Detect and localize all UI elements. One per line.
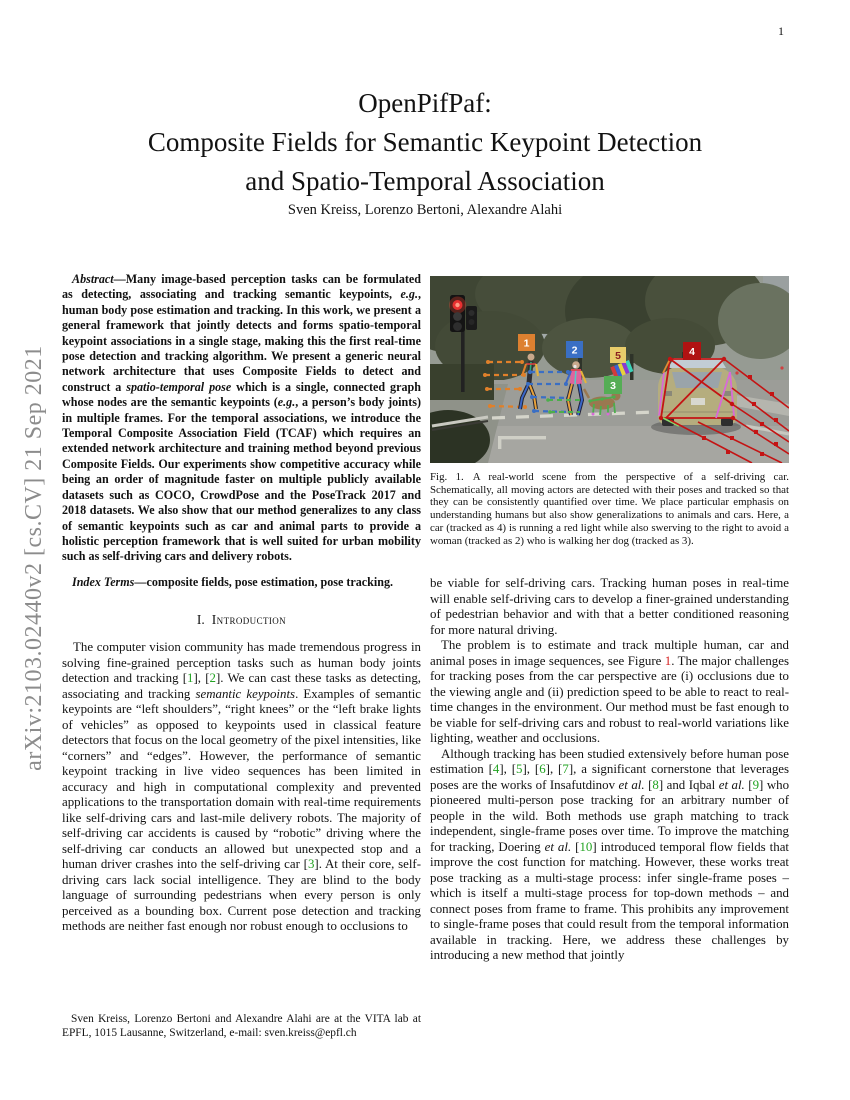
figure-caption-label: Fig. 1. [430,471,464,483]
text-segment: , a person’s body joints) in multiple frames. For the temporal associations, we introduce the Temporal Composite Association Field (TCAF) which requires an extended network architecture and training method beyond previous Composite Fields. Our experiments show competitive accuracy while being an order of magnitude faster on multiple publicly available datasets such as COCO, CrowdPose and the PoseTrack 2017 and 2018 datasets. We also show that our method generalizes to any class of semantic keypoints such as car and animal parts to provide a holistic perception framework that is well suited for urban mobility such as self-driving cars and delivery robots. [62,395,422,564]
track-label-3 [604,376,622,394]
track-label-1 [518,334,535,351]
arxiv-sidebar-stamp: arXiv:2103.02440v2 [cs.CV] 21 Sep 2021 [21,345,47,771]
text-segment: ], [ [545,762,563,777]
text-segment: . The major challenges for tracking poses from the car perspective are (i) occlusions due to the viewing angle and (ii) prediction speed to be able to react to real-time changes in the environment. Our method must be fast enough to be viable for self-driving cars and robust to real-world variations like lighting, weather and occlusions. [430,653,789,746]
text-segment: ], [ [522,762,540,777]
figure-1-image [430,276,789,463]
svg-text:2: 2 [571,344,578,357]
citation-link[interactable]: 5 [516,762,523,777]
index-terms [62,575,421,590]
body-paragraph-3 [430,747,789,964]
text-segment: ] and Iqbal [658,777,719,792]
intro-paragraph-1 [62,640,421,935]
page-number: 1 [778,24,784,38]
text-segment: et al. [618,777,645,792]
track-label-2 [566,341,583,358]
citation-link[interactable]: 10 [579,839,593,854]
citation-link[interactable]: 4 [492,762,500,777]
text-segment: . Examples of semantic keypoints are “left shoulders”, “right knees” or the “left brake lights of vehicles” as opposed to keypoints used in classical feature detectors that focus on the local geometry of the pixel intensities, like “corners” and “edges”. However, the performance of semantic keypoint tracking in live video sequences has been limited in accuracy and high in computational complexity and prevented applications to the transportation domain with real-time requirements like self-driving cars and last-mile delivery robots. The majority of self-driving car accidents is caused by “robotic” driving where the self-driving car conducts an allowed but unexpected stop and a human driver crashes into the self-driving car [ [62,686,421,872]
text-segment: e.g. [277,395,296,410]
text-segment: ] introduced temporal flow fields that improve the cost function for matching. However, these works treat pose tracking as a multi-stage process: infer single-frame poses – which is itself a multi-stage process for top-down methods – and connect poses from frame to frame. This prohibits any improvement to single-frame poses that could result from the temporal information available in tracking. Here, we address these challenges by introducing a new method that jointly [430,839,789,963]
left-column [62,272,421,935]
text-segment: ], a significant cornerstone that leverages poses are the works of Insafutdinov [430,762,790,792]
section-title: Introduction [211,612,287,628]
text-segment: [ [744,777,753,792]
section-heading-introduction [62,612,421,628]
text-segment: [ [644,777,653,792]
title-line-3: and Spatio-Temporal Association [245,166,605,196]
figure-1-caption [430,471,789,547]
citation-link[interactable]: 2 [209,671,216,686]
text-segment: Although tracking has been studied extensively before human pose estimation [ [430,746,789,777]
right-column-text [430,576,789,964]
text-segment: be viable for self-driving cars. Tracking human poses in real-time will enable self-driving cars to develop a finer-grained understanding of pedestrian behavior and with that a better conditioned reasoning for more natural driving. [430,576,789,637]
citation-link[interactable]: 6 [539,762,546,777]
text-segment: —Many image-based perception tasks can be formulated as detecting, associating and tracking semantic keypoints, [62,272,421,302]
svg-text:3: 3 [610,380,616,392]
paper-title [40,84,810,201]
abstract-paragraph [62,272,421,565]
text-segment: ] who pioneered multi-person pose tracking for an arbitrary number of people in the wild. Both methods use graph matching to track independent, single-frame poses over time. To improve the matching for tracking, Doering [430,777,790,854]
text-segment: spatio-temporal pose [126,379,232,394]
text-segment: [ [571,839,580,854]
text-segment: ]. At their core, self-driving cars lack social intelligence. They are blind to the body language of surrounding pedestrians when every person is only perceived as a bounding box. Current pose detection and tracking methods are neither fast enough nor robust enough to occlusions to [62,857,421,934]
citation-link[interactable]: 3 [307,857,315,872]
figure-reference-link[interactable]: 1 [664,653,672,668]
track-label-5 [610,347,626,363]
citation-link[interactable]: 9 [752,777,760,792]
text-segment: ], [ [193,671,210,686]
svg-text:5: 5 [615,350,621,362]
text-segment: e.g. [400,287,418,302]
author-footnote: Sven Kreiss, Lorenzo Bertoni and Alexandre Alahi are at the VITA lab at EPFL, 1015 Lausanne, Switzerland, e-mail: sven.kreiss@epfl.ch [62,1013,421,1039]
title-line-2: Composite Fields for Semantic Keypoint Detection [147,127,703,157]
right-column [430,276,789,964]
text-segment: et al. [544,839,572,854]
title-line-1: OpenPifPaf: [358,88,492,118]
stop-marking [498,436,546,439]
text-segment: The computer vision community has made tremendous progress in solving fine-grained perception tasks such as human body joints detection and tracking [ [62,640,421,686]
text-segment: which is a single, connected graph whose nodes are the semantic keypoints ( [62,379,421,410]
authors-line: Sven Kreiss, Lorenzo Bertoni, Alexandre Alahi [287,202,563,218]
citation-link[interactable]: 7 [562,762,569,777]
track-label-4 [683,342,701,360]
distant-signal [735,371,738,374]
text-segment: semantic keypoints [195,686,296,701]
section-numeral: I. [196,612,205,628]
body-paragraph-2 [430,638,789,747]
body-paragraph-continuation [430,576,789,638]
text-segment: ]. We can cast these tasks as detecting, associating and tracking [62,671,421,701]
text-segment: , human body pose estimation and tracking. In this work, we present a general framework that jointly detects and forms spatio-temporal keypoint associations in a single stage, making this the first real-time pose detection and tracking algorithm. We present a generic neural network architecture that uses Composite Fields to detect and construct a [62,287,421,394]
figure-caption-text: A real-world scene from the perspective of a self-driving car. Schematically, all moving actors are detected with their poses and tracked so that they can be consistently quantified over time. We place particular emphasis on understanding humans but also show generalizations to animals and cars. Here, a car (tracked as 4) is running a red light while also swerving to the right to avoid a woman (tracked as 2) who is walking her dog (tracked as 3). [430,471,789,547]
citation-link[interactable]: 8 [652,777,659,792]
text-segment: Abstract [72,272,114,286]
text-segment: Index Terms [72,574,135,589]
citation-link[interactable]: 1 [187,671,194,686]
text-segment: —composite fields, pose estimation, pose tracking. [134,574,394,589]
text-segment: et al. [718,777,745,792]
svg-text:1: 1 [523,337,530,350]
text-segment: ], [ [499,762,517,777]
svg-text:4: 4 [689,346,695,358]
text-segment: The problem is to estimate and track multiple human, car and animal poses in image sequences, see Figure [430,638,789,668]
